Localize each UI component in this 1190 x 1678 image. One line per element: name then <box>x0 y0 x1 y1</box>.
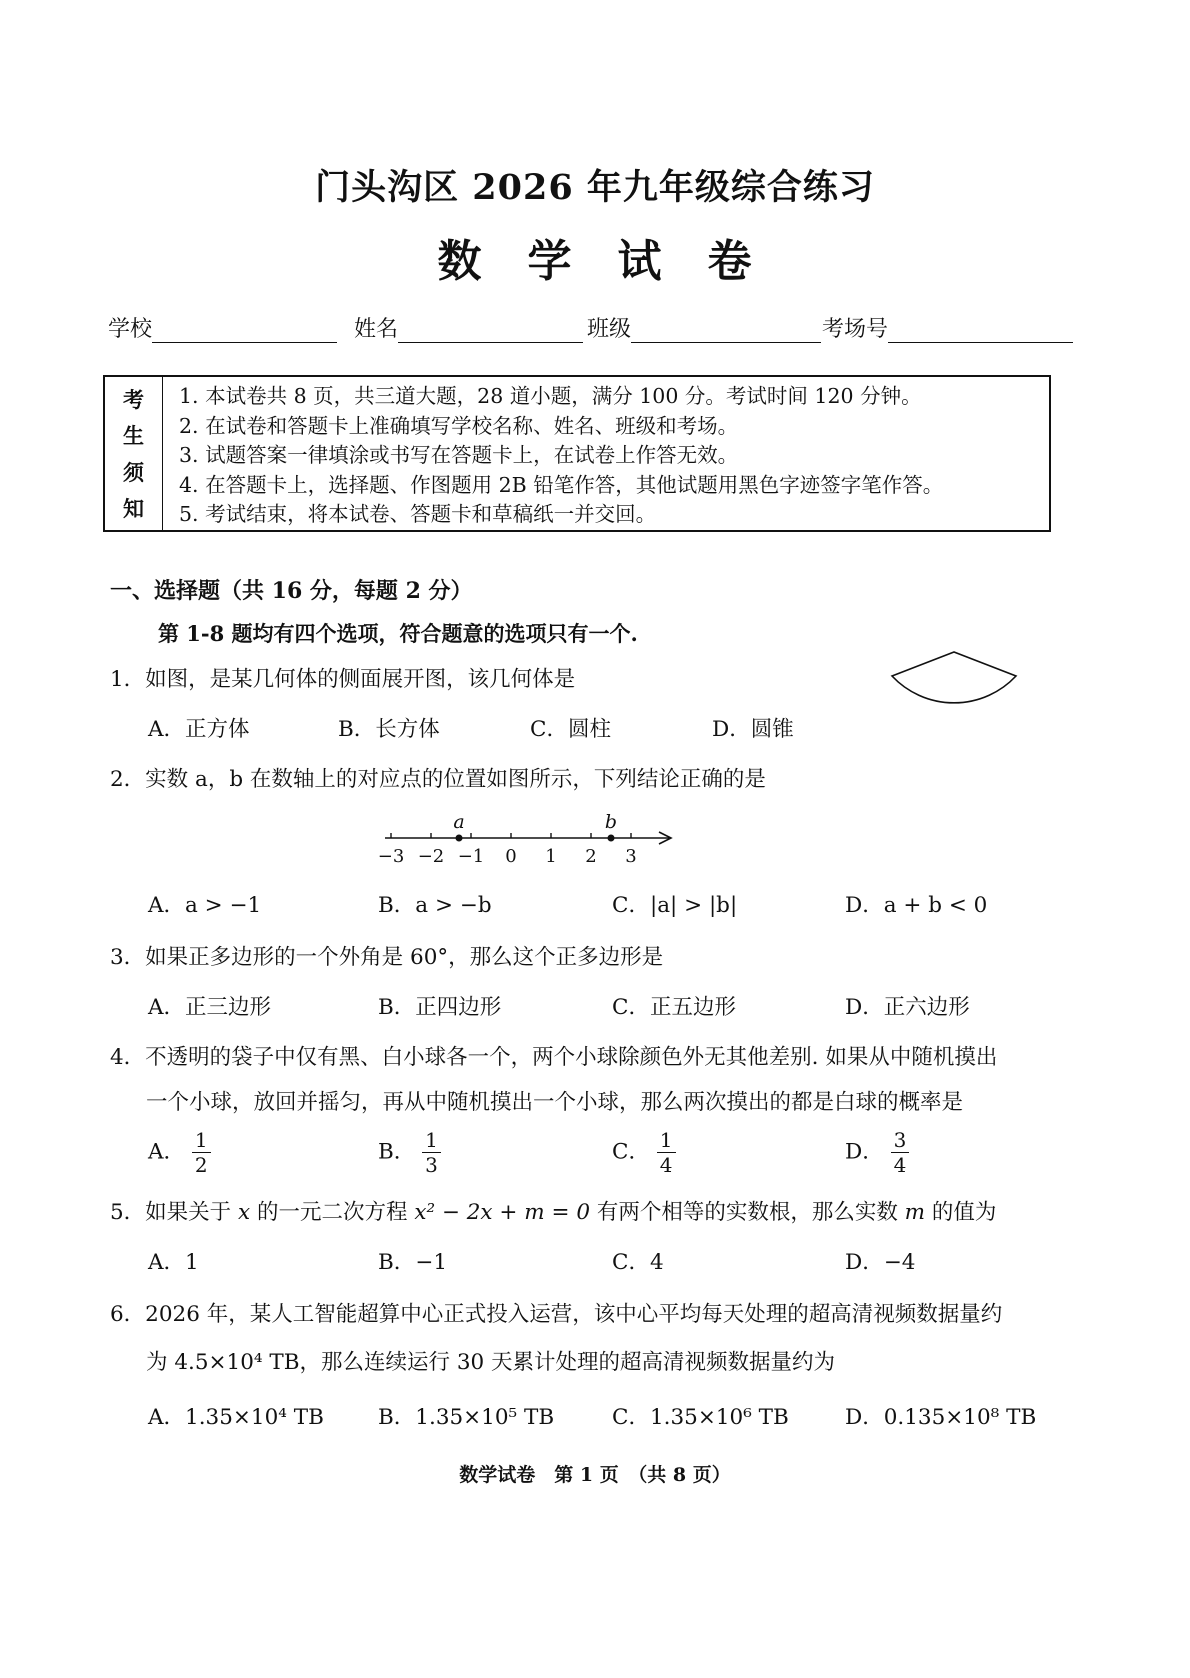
info-name <box>354 312 583 343</box>
notice-label <box>105 377 163 530</box>
notice-item: 3. 试题答案一律填涂或书写在答题卡上，在试卷上作答无效。 <box>179 443 739 467</box>
numerator: 3 <box>891 1130 910 1153</box>
numerator: 1 <box>422 1130 441 1153</box>
room-blank <box>888 322 1073 343</box>
point-a-label: a <box>453 811 465 833</box>
numerator: 1 <box>192 1130 211 1153</box>
notice-label-char: 知 <box>123 495 144 521</box>
q3-option-c: C．正五边形 <box>612 995 736 1020</box>
notice-item: 1. 本试卷共 8 页，共三道大题，28 道小题，满分 100 分。考试时间 120 分钟。 <box>179 384 922 408</box>
tick-label: 3 <box>625 846 637 867</box>
q5-option-a: A．1 <box>148 1250 199 1275</box>
q6-option-c: C．1.35×10⁶ TB <box>612 1405 789 1430</box>
q3-option-b: B．正四边形 <box>378 995 502 1020</box>
info-label: 姓名 <box>354 317 399 342</box>
tick-label: −1 <box>457 846 485 867</box>
q2-option-a: A．a > −1 <box>148 893 262 918</box>
q1-stem: 1．如图，是某几何体的侧面展开图，该几何体是 <box>110 667 576 692</box>
fraction <box>657 1130 676 1175</box>
point-b-dot <box>608 835 615 842</box>
q1-option-b: B．长方体 <box>338 717 440 742</box>
q5-option-d: D．−4 <box>845 1250 916 1275</box>
tick-label: 2 <box>585 846 597 867</box>
notice-item: 5. 考试结束，将本试卷、答题卡和草稿纸一并交回。 <box>179 502 657 526</box>
info-class <box>587 312 821 343</box>
q1-option-a: A．正方体 <box>148 717 250 742</box>
sector-figure <box>890 650 1020 730</box>
denominator: 4 <box>659 1153 673 1177</box>
tick-label: −3 <box>377 846 405 867</box>
class-blank <box>631 322 821 343</box>
q4-stem-line1: 4．不透明的袋子中仅有黑、白小球各一个，两个小球除颜色外无其他差别. 如果从中随机摸出 <box>110 1045 998 1070</box>
fraction <box>891 1130 910 1175</box>
q2-option-b: B．a > −b <box>378 893 492 918</box>
section-title: 一、选择题（共 16 分，每题 2 分） <box>110 578 473 604</box>
q4-option-a <box>148 1130 211 1175</box>
exam-title: 门头沟区 2026 年九年级综合练习 <box>315 167 875 208</box>
q3-option-a: A．正三边形 <box>148 995 272 1020</box>
stem-var: m <box>904 1200 926 1225</box>
notice-item: 4. 在答题卡上，选择题、作图题用 2B 铅笔作答，其他试题用黑色字迹签字笔作答。 <box>179 472 944 497</box>
numerator: 1 <box>657 1130 676 1153</box>
stem-text: 5．如果关于 <box>110 1200 239 1225</box>
q2-option-c: C．|a| > |b| <box>612 893 738 918</box>
q6-option-b: B．1.35×10⁵ TB <box>378 1405 555 1430</box>
q5-stem <box>110 1195 996 1226</box>
q4-option-d <box>845 1130 909 1175</box>
notice-label-char: 考 <box>123 387 144 413</box>
q6-stem-line2: 为 4.5×10⁴ TB，那么连续运行 30 天累计处理的超高清视频数据量约为 <box>146 1350 836 1375</box>
q6-option-a: A．1.35×10⁴ TB <box>148 1405 324 1430</box>
stem-equation: x² − 2x + m = 0 <box>414 1200 590 1225</box>
info-school <box>108 312 337 343</box>
name-blank <box>398 322 583 343</box>
option-letter: D． <box>845 1139 884 1165</box>
option-letter: C． <box>612 1139 650 1165</box>
point-a-dot <box>456 835 463 842</box>
stem-text: 的值为 <box>925 1200 997 1225</box>
info-label: 考场号 <box>822 317 889 342</box>
notice-label-char: 须 <box>123 459 144 485</box>
notice-label-char: 生 <box>123 423 144 449</box>
number-line <box>377 808 685 868</box>
q5-option-b: B．−1 <box>378 1250 447 1275</box>
tick-label: 0 <box>505 846 517 867</box>
q6-option-d: D．0.135×10⁸ TB <box>845 1405 1037 1430</box>
point-b-label: b <box>604 811 618 833</box>
notice-items <box>179 382 943 530</box>
school-blank <box>152 322 337 343</box>
q2-stem: 2．实数 a，b 在数轴上的对应点的位置如图所示，下列结论正确的是 <box>110 767 766 792</box>
q4-option-c <box>612 1130 676 1175</box>
q2-option-d: D．a + b < 0 <box>845 893 988 918</box>
notice-box <box>103 375 1051 532</box>
q3-option-d: D．正六边形 <box>845 995 970 1020</box>
denominator: 4 <box>893 1153 907 1177</box>
stem-var: x <box>238 1200 251 1225</box>
exam-subtitle: 数 学 试 卷 <box>437 236 753 287</box>
fraction <box>422 1130 441 1175</box>
q1-option-c: C．圆柱 <box>530 717 611 742</box>
option-letter: B． <box>378 1139 416 1165</box>
info-label: 班级 <box>587 317 632 342</box>
info-room <box>822 312 1073 343</box>
denominator: 3 <box>425 1153 438 1177</box>
q4-stem-line2: 一个小球，放回并摇匀，再从中随机摸出一个小球，那么两次摸出的都是白球的概率是 <box>146 1090 964 1115</box>
info-label: 学校 <box>108 317 153 342</box>
tick-label: −2 <box>417 846 445 867</box>
q4-option-b <box>378 1130 441 1175</box>
notice-item: 2. 在试卷和答题卡上准确填写学校名称、姓名、班级和考场。 <box>179 413 739 438</box>
page-footer: 数学试卷 第 1 页 （共 8 页） <box>459 1464 731 1486</box>
denominator: 2 <box>194 1153 208 1177</box>
q1-option-d: D．圆锥 <box>712 717 794 742</box>
tick-label: 1 <box>545 846 557 867</box>
stem-text: 的一元二次方程 <box>250 1200 415 1225</box>
section-instruction: 第 1-8 题均有四个选项，符合题意的选项只有一个. <box>158 621 638 646</box>
option-letter: A． <box>148 1139 186 1165</box>
stem-text: 有两个相等的实数根，那么实数 <box>590 1200 905 1225</box>
q5-option-c: C．4 <box>612 1250 664 1275</box>
q3-stem: 3．如果正多边形的一个外角是 60°，那么这个正多边形是 <box>110 945 664 970</box>
q6-stem-line1: 6．2026 年，某人工智能超算中心正式投入运营，该中心平均每天处理的超高清视频数据量约 <box>110 1302 1003 1327</box>
fraction <box>192 1130 211 1175</box>
